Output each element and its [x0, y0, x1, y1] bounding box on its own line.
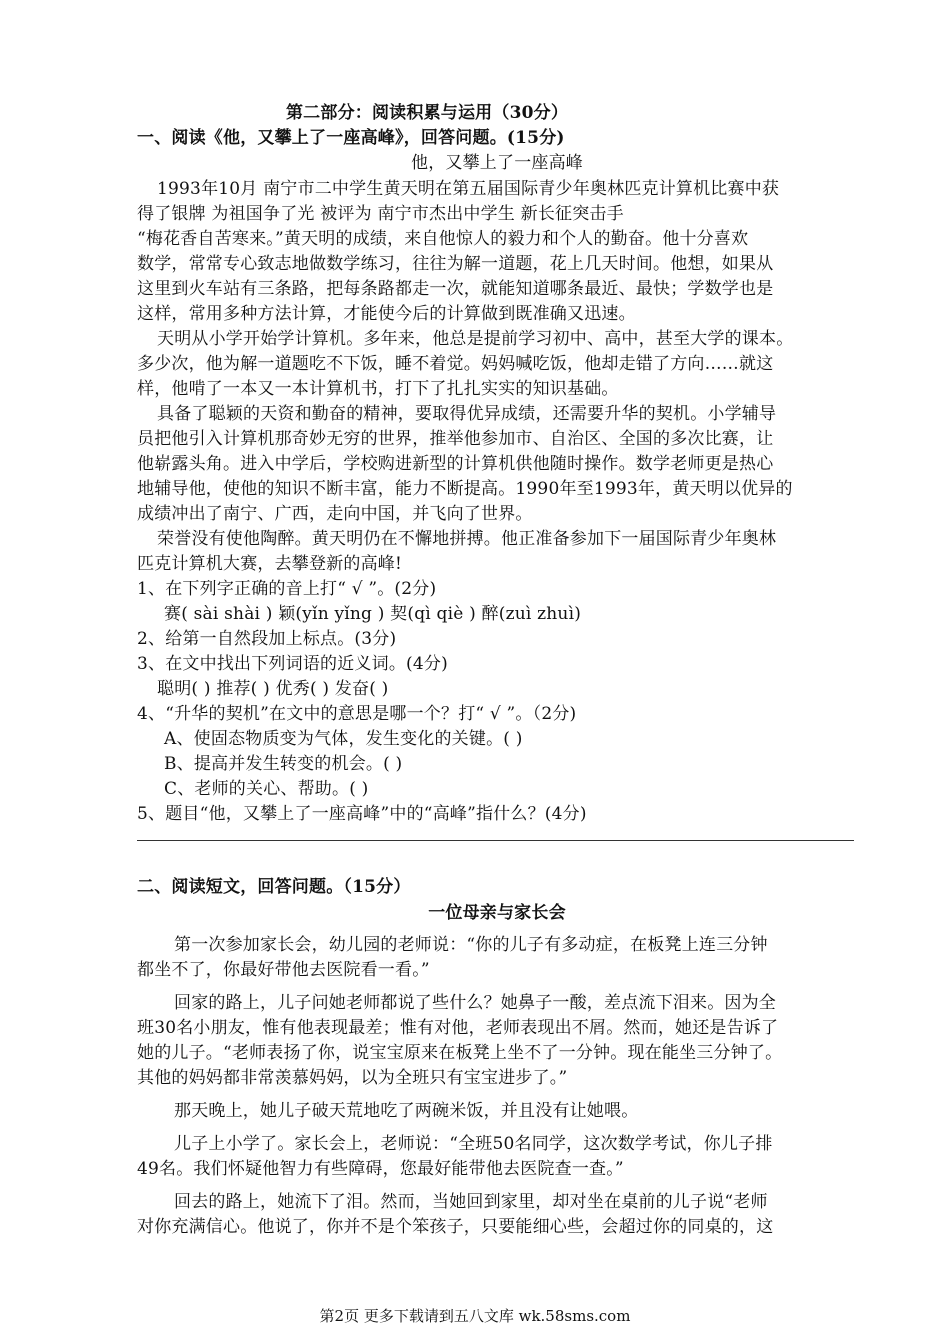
article2-line: 其他的妈妈都非常羡慕妈妈，以为全班只有宝宝进步了。” [137, 1068, 568, 1088]
question-2: 2、给第一自然段加上标点。(3分) [137, 629, 397, 649]
question-3: 3、在文中找出下列词语的近义词。(4分) [137, 654, 448, 674]
article-line: 样，他啃了一本又一本计算机书，打下了扎扎实实的知识基础。 [137, 379, 619, 399]
question-4: 4、“升华的契机”在文中的意思是哪一个？打“ √ ”。（2分) [137, 704, 577, 724]
article-line: 具备了聪颖的天资和勤奋的精神，要取得优异成绩，还需要升华的契机。小学辅导 [157, 404, 777, 424]
part-title: 第二部分：阅读积累与运用（30分） [285, 103, 569, 123]
section1-heading: 一、阅读《他，又攀上了一座高峰》，回答问题。(15分) [137, 128, 565, 148]
article-line: “梅花香自苦寒来。”黄天明的成绩，来自他惊人的毅力和个人的勤奋。他十分喜欢 [137, 229, 749, 249]
article2-line: 49名。我们怀疑他智力有些障碍，您最好能带他去医院查一查。” [137, 1159, 624, 1179]
article-line: 他崭露头角。进入中学后，学校购进新型的计算机供他随时操作。数学老师更是热心 [137, 454, 774, 474]
question-4-option-c: C、老师的关心、帮助。( ) [164, 779, 369, 799]
question-1: 1、在下列字正确的音上打“ √ ”。(2分) [137, 579, 437, 599]
article-line: 1993年10月 南宁市二中学生黄天明在第五届国际青少年奥林匹克计算机比赛中获 [157, 179, 780, 199]
article2-line: 都坐不了，你最好带他去医院看一看。” [137, 960, 430, 980]
article2-line: 回家的路上，儿子问她老师都说了些什么？她鼻子一酸，差点流下泪来。因为全 [174, 993, 776, 1013]
article2-line: 第一次参加家长会，幼儿园的老师说：“你的儿子有多动症，在板凳上连三分钟 [174, 935, 768, 955]
article-line: 成绩冲出了南宁、广西，走向中国，并飞向了世界。 [137, 504, 533, 524]
article-line: 匹克计算机大赛，去攀登新的高峰! [137, 554, 403, 574]
section1-article-title: 他，又攀上了一座高峰 [411, 153, 583, 173]
question-4-option-b: B、提高并发生转变的机会。( ) [164, 754, 403, 774]
article-line: 员把他引入计算机那奇妙无穷的世界，推举他参加市、自治区、全国的多次比赛，让 [137, 429, 774, 449]
question-5: 5、题目“他，又攀上了一座高峰”中的“高峰”指什么？(4分) [137, 804, 587, 824]
article-line: 得了银牌 为祖国争了光 被评为 南宁市杰出中学生 新长征突击手 [137, 204, 624, 224]
article-line: 地辅导他，使他的知识不断丰富，能力不断提高。1990年至1993年，黄天明以优异的 [137, 479, 793, 499]
page-footer: 第2页 更多下载请到五八文库 wk.58sms.com [319, 1307, 631, 1325]
article-line: 天明从小学开始学计算机。多年来，他总是提前学习初中、高中，甚至大学的课本。 [157, 329, 794, 349]
article2-line: 儿子上小学了。家长会上，老师说：“全班50名同学，这次数学考试，你儿子排 [174, 1134, 773, 1154]
article2-line: 班30名小朋友，惟有他表现最差；惟有对他，老师表现出不屑。然而，她还是告诉了 [137, 1018, 779, 1038]
article-line: 数学，常常专心致志地做数学练习，往往为解一道题，花上几天时间。他想，如果从 [137, 254, 774, 274]
article-line: 这里到火车站有三条路，把每条路都走一次，就能知道哪条最近、最快；学数学也是 [137, 279, 774, 299]
article2-line: 那天晚上，她儿子破天荒地吃了两碗米饭，并且没有让她喂。 [174, 1101, 639, 1121]
article2-line: 对你充满信心。他说了，你并不是个笨孩子，只要能细心些，会超过你的同桌的，这 [137, 1217, 774, 1237]
article2-line: 回去的路上，她流下了泪。然而，当她回到家里，却对坐在桌前的儿子说“老师 [174, 1192, 768, 1212]
question-1-options: 赛( sài shài ) 颖(yǐn yǐng ) 契(qì qiè ) 醉(zuì zhuì) [164, 604, 582, 624]
question-4-option-a: A、使固态物质变为气体，发生变化的关键。( ) [164, 729, 523, 749]
article-line: 多少次，他为解一道题吃不下饭，睡不着觉。妈妈喊吃饭，他却走错了方向……就这 [137, 354, 774, 374]
article-line: 这样，常用多种方法计算，才能使今后的计算做到既准确又迅速。 [137, 304, 636, 324]
article2-line: 她的儿子。“老师表扬了你，说宝宝原来在板凳上坐不了一分钟。现在能坐三分钟了。 [137, 1043, 783, 1063]
section2-article-title: 一位母亲与家长会 [428, 903, 566, 923]
section2-heading: 二、阅读短文，回答问题。（15分） [137, 877, 411, 897]
article-line: 荣誉没有使他陶醉。黄天明仍在不懈地拼搏。他正准备参加下一届国际青少年奥林 [157, 529, 777, 549]
answer-line [137, 840, 854, 841]
question-3-blanks: 聪明( ) 推荐( ) 优秀( ) 发奋( ) [157, 679, 389, 699]
